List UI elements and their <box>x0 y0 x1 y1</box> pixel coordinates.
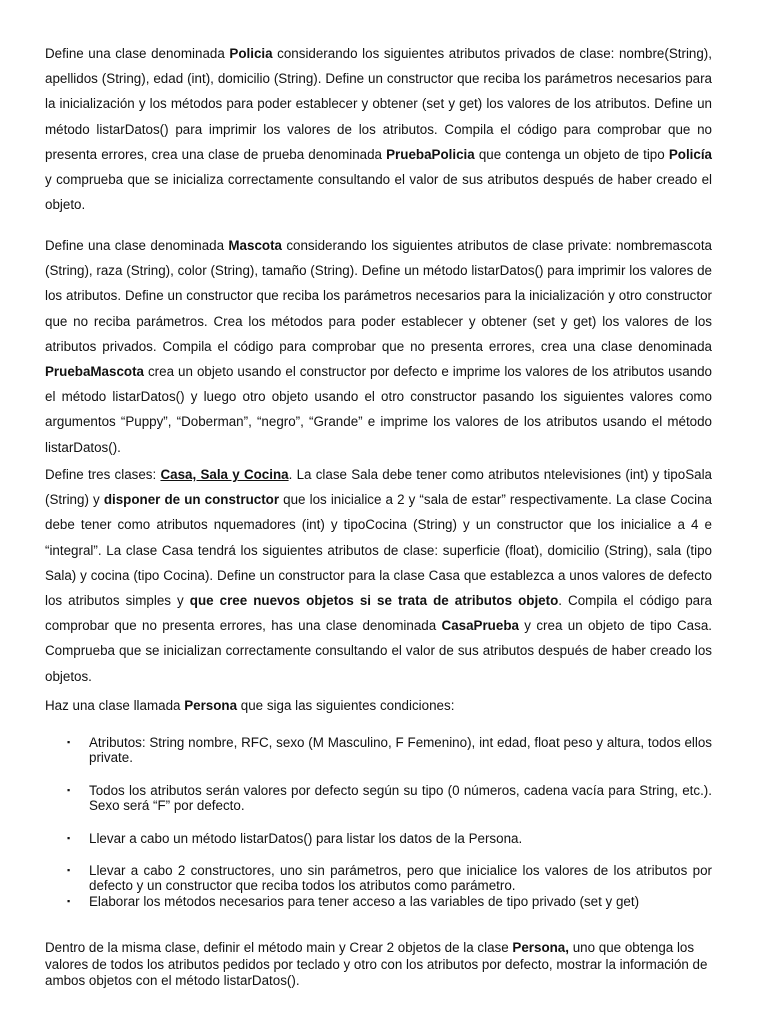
class-name-casa-prueba: CasaPrueba <box>441 618 519 634</box>
text-run: que contenga un objeto de tipo <box>474 146 669 162</box>
text-run: Define una clase denominada <box>45 46 230 61</box>
list-item <box>45 863 712 893</box>
bullet-icon: ▪ <box>67 833 71 843</box>
text-run: que siga las siguientes condiciones: <box>237 698 455 713</box>
class-name-policia-accent: Policía <box>668 146 712 162</box>
class-name-policia: Policia <box>229 46 273 61</box>
paragraph-mascota <box>45 233 712 460</box>
emphasis-objetos: que cree nuevos objetos si se trata de atributos objeto <box>189 593 559 609</box>
conditions-list <box>45 732 712 909</box>
text-run: Define tres clases: <box>45 467 161 482</box>
text-run: crea un objeto usando el constructor por defecto e imprime los valores de los atributos usando el método listarDatos() y luego otro objeto usando el otro constructor pasando los siguientes valores como argumentos “Puppy”, “Doberman”, “negro”, “Grande” e imprime los valores de los atributos usando el método listarDatos(). <box>45 364 712 455</box>
bullet-icon: ▪ <box>67 865 71 875</box>
list-item <box>45 831 712 846</box>
text-run: considerando los siguientes atributos de clase private: nombremascota (String), raza (String), color (String), tamaño (String). Define un método listarDatos() para imprimir los valores de los atributos. Define un constructor que reciba los parámetros necesarios para la inicialización y otro constructor que no reciba parámetros. Crea los métodos para poder establecer y obtener (set y get) los valores de los atributos privados. Compila el código para comprobar que no presenta errores, crea una clase denominada <box>45 238 713 354</box>
text-run: Haz una clase llamada <box>45 698 185 713</box>
list-item-text: Llevar a cabo un método listarDatos() para listar los datos de la Persona. <box>89 831 523 846</box>
emphasis-constructor: disponer de un constructor <box>103 492 280 508</box>
list-item-text: Todos los atributos serán valores por defecto según su tipo (0 números, cadena vacía para String, etc.). Sexo será “F” por defecto. <box>89 783 712 813</box>
paragraph-policia <box>45 41 712 217</box>
text-run: uno que obtenga los valores de todos los atributos pedidos por teclado y otro con los atributos por defecto, mostrar la información de ambos objetos con el método listarDatos(). <box>45 940 708 988</box>
class-name-persona: Persona <box>184 698 238 713</box>
text-run: y crea un objeto de tipo Casa. Comprueba que se inicializan correctamente consultando el valor de sus atributos después de haber creado los objetos. <box>45 618 712 684</box>
list-item-text: Atributos: String nombre, RFC, sexo (M Masculino, F Femenino), int edad, float peso y altura, todos ellos private. <box>89 735 712 765</box>
list-item-text: Llevar a cabo 2 constructores, uno sin parámetros, pero que inicialice los valores de los atributos por defecto y un constructor que reciba todos los atributos como parámetro. <box>89 863 712 893</box>
text-run: . La clase Sala debe tener como atributos ntelevisiones (int) y tipoSala (String) y <box>45 467 713 508</box>
list-item <box>45 894 712 909</box>
text-run: . Compila el código para comprobar que no presenta errores, has una clase denominada <box>45 593 712 634</box>
paragraph-main <box>45 940 712 990</box>
text-run: y comprueba que se inicializa correctamente consultando el valor de sus atributos después de haber creado el objeto. <box>45 172 712 213</box>
paragraph-casa <box>45 462 712 689</box>
list-item <box>45 735 712 765</box>
class-name-mascota: Mascota <box>228 238 282 253</box>
text-run: Dentro de la misma clase, definir el método main y Crear 2 objetos de la clase <box>45 940 513 955</box>
paragraph-persona-intro <box>45 695 712 717</box>
list-item <box>45 783 712 813</box>
list-item-text: Elaborar los métodos necesarios para tener acceso a las variables de tipo privado (set y get) <box>89 894 640 909</box>
text-run: Define una clase denominada <box>45 238 229 253</box>
class-names-casa-sala-cocina: Casa, Sala y Cocina <box>160 467 289 482</box>
bullet-icon: ▪ <box>67 737 71 747</box>
bullet-icon: ▪ <box>67 896 71 906</box>
text-run: considerando los siguientes atributos privados de clase: nombre(String), apellidos (String), edad (int), domicilio (String). Define un constructor que reciba los parámetros necesarios para la inicialización y los métodos para poder establecer y obtener (set y get) los valores de los atributos. Define un método listarDatos() para imprimir los valores de los atributos. Compila el código para comprobar que no presenta errores, crea una clase de prueba denominada <box>45 46 712 162</box>
text-run: que los inicialice a 2 y “sala de estar” respectivamente. La clase Cocina debe tener como atributos nquemadores (int) y tipoCocina (String) y un constructor que los inicialice a 4 e “integral”. La clase Casa tendrá los siguientes atributos de clase: superficie (float), domicilio (String), sala (tipo Sala) y cocina (tipo Cocina). Define un constructor para la clase Casa que establezca a unos valores de defecto los atributos simples y <box>45 492 712 609</box>
class-name-persona: Persona, <box>512 940 569 955</box>
bullet-icon: ▪ <box>67 785 71 795</box>
class-name-prueba-policia: PruebaPolicia <box>386 146 475 162</box>
class-name-prueba-mascota: PruebaMascota <box>45 364 144 380</box>
